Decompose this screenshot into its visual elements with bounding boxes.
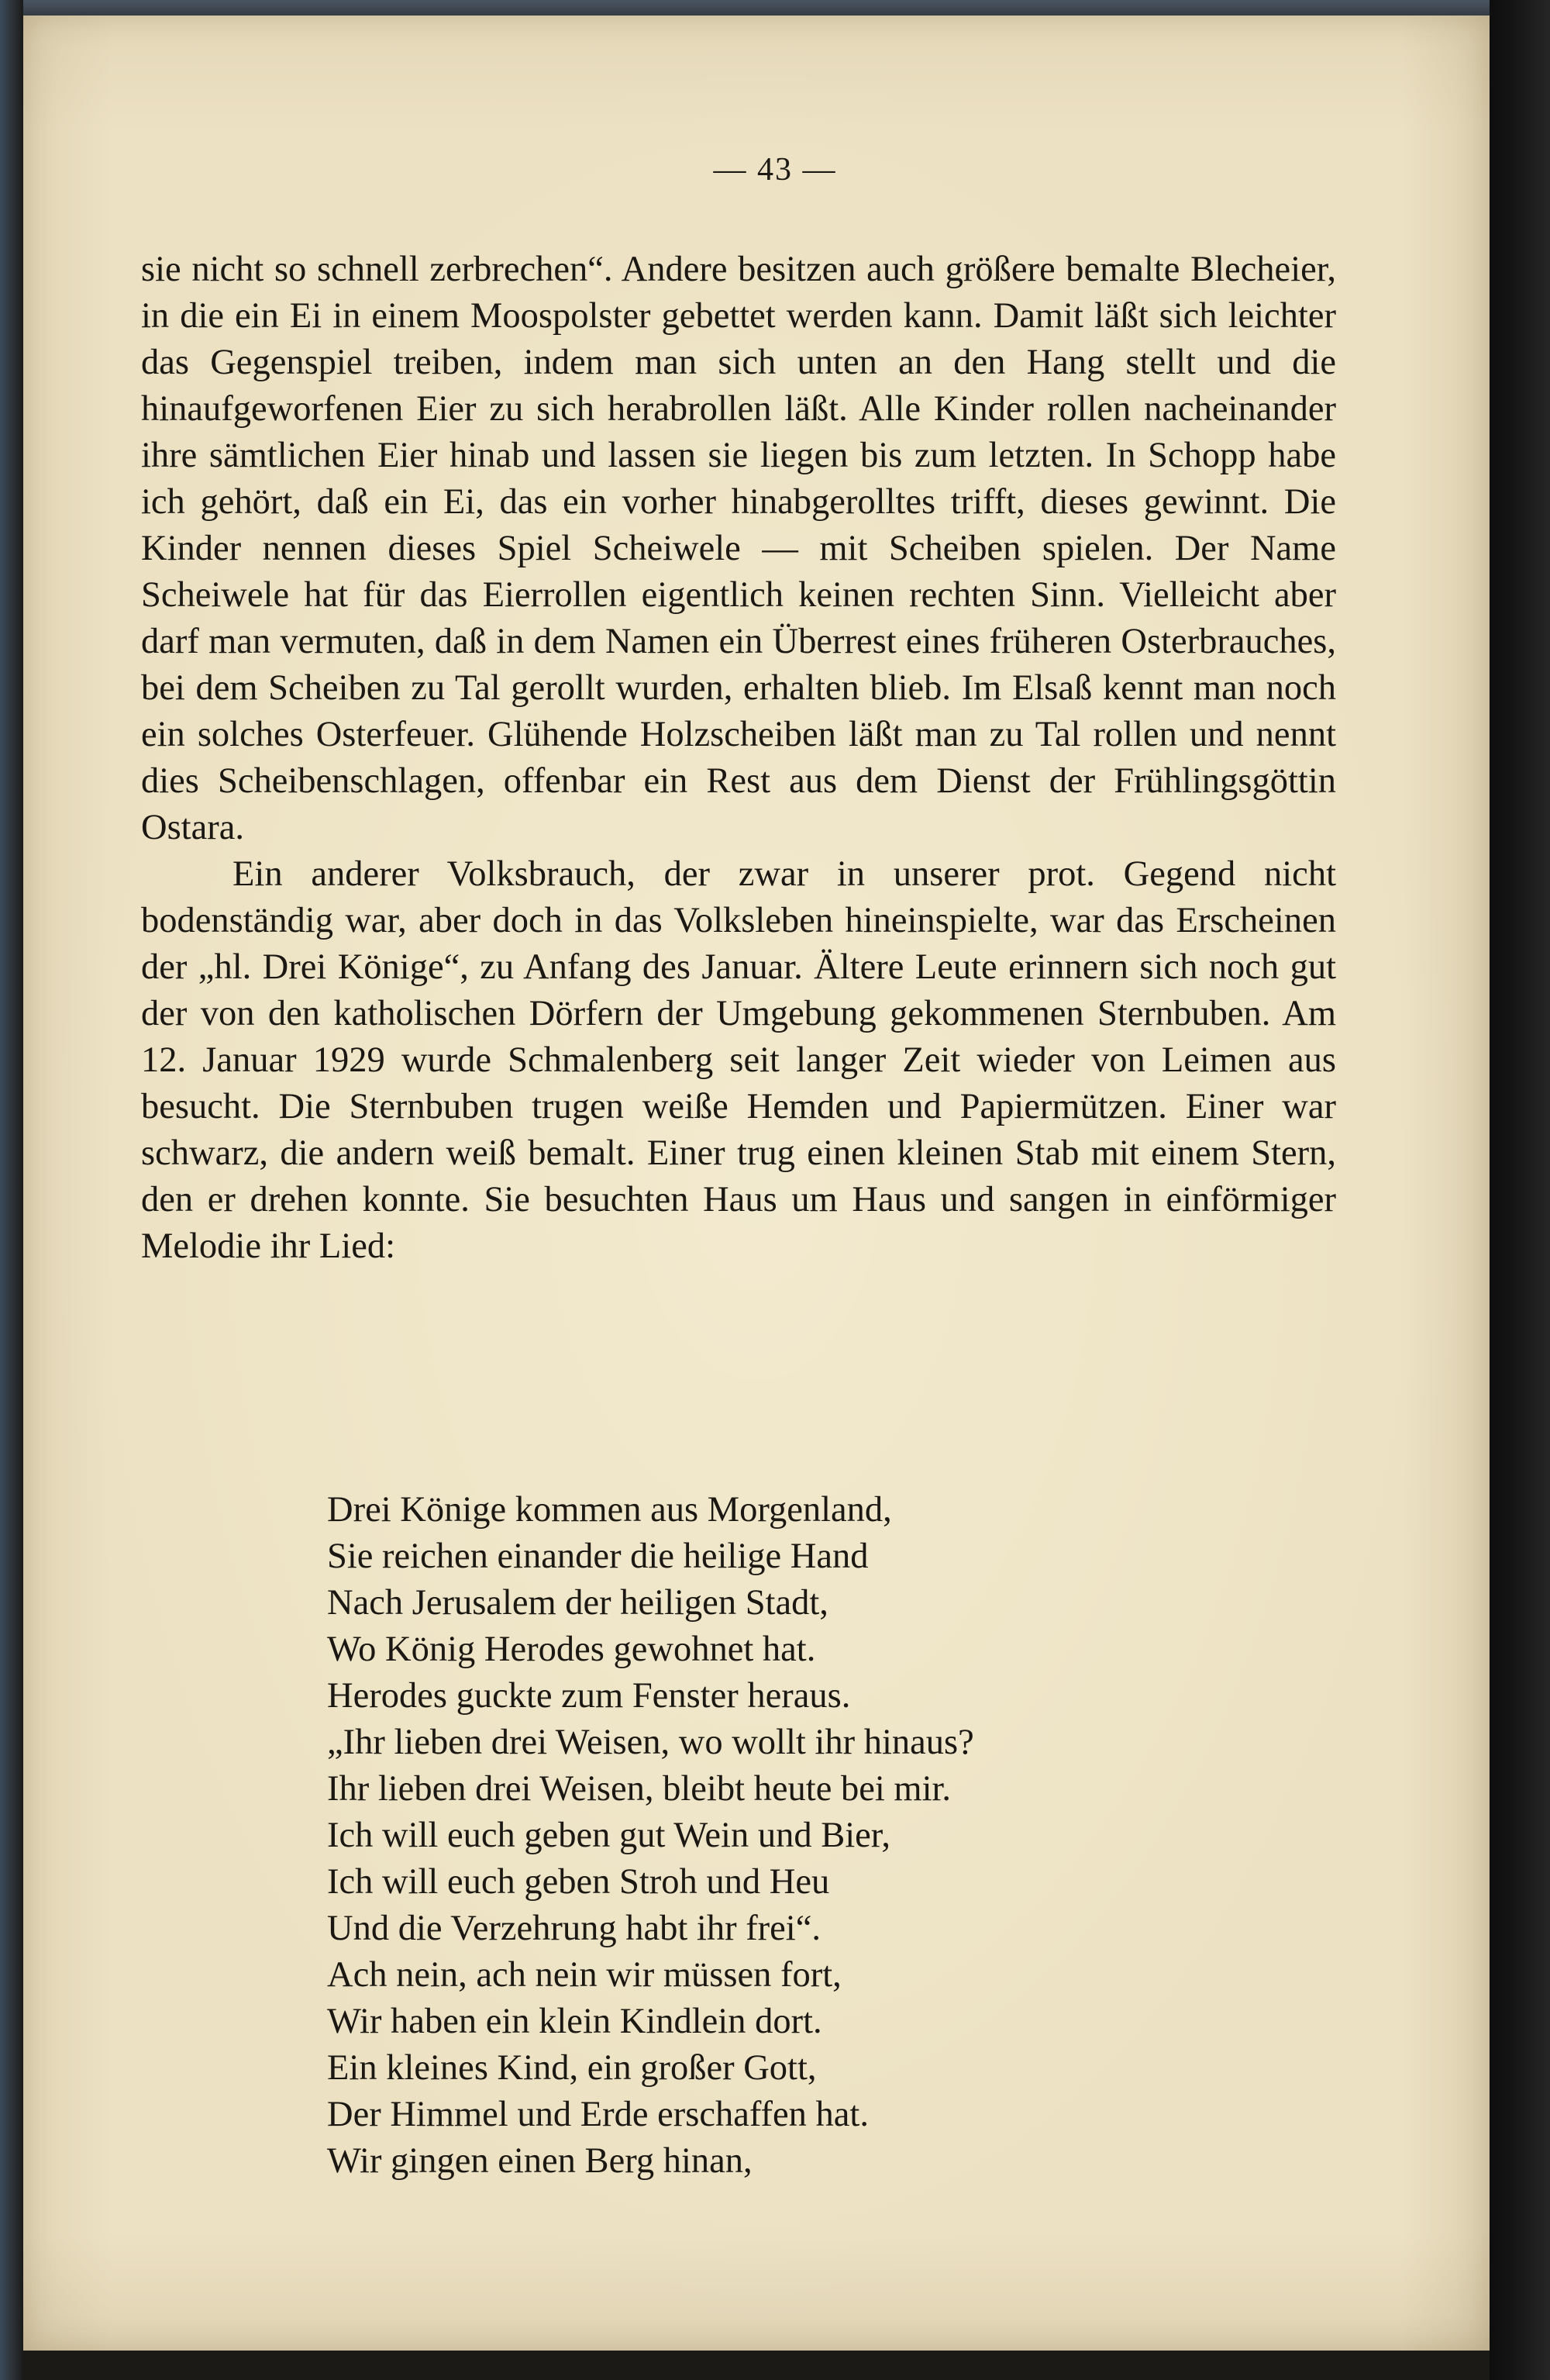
book-top-edge (0, 0, 1550, 17)
song-verses (327, 1487, 1257, 2185)
poem-line: Sie reichen einander die heilige Hand (327, 1537, 869, 1576)
poem-line: Nach Jerusalem der heiligen Stadt, (327, 1583, 828, 1623)
poem-line: Ach nein, ach nein wir müssen fort, (327, 1955, 842, 1995)
paragraph-egg-rolling: sie nicht so schnell zerbrechen“. Andere besitzen auch größere bemalte Blecheier, in die ein Ei in einem Moospolster gebettet werden kann. Damit läßt sich leichter das Gegenspiel treiben, indem man sich unten an den Hang stellt und die hinaufgeworfenen Eier zu sich herabrollen läßt. Alle Kinder rollen nacheinander ihre sämtlichen Eier hinab und lassen sie liegen bis zum letzten. In Schopp habe ich gehört, daß ein Ei, das ein vorher hinabgerolltes trifft, dieses gewinnt. Die Kinder nennen dieses Spiel Scheiwele — mit Scheiben spielen. Der Name Scheiwele hat für das Eierrollen eigentlich keinen rechten Sinn. Vielleicht aber darf man vermuten, daß in dem Namen ein Überrest eines früheren Osterbrauches, bei dem Scheiben zu Tal gerollt wurden, erhalten blieb. Im Elsaß kennt man noch ein solches Osterfeuer. Glühende Holzscheiben läßt man zu Tal rollen und nennt dies Scheibenschlagen, offenbar ein Rest aus dem Dienst der Frühlingsgöttin Ostara. (141, 250, 1336, 847)
poem-line: „Ihr lieben drei Weisen, wo wollt ihr hinaus? (327, 1723, 974, 1762)
poem-line: Ihr lieben drei Weisen, bleibt heute bei mir. (327, 1769, 952, 1809)
page-number: — 43 — (713, 152, 837, 188)
poem-line: Und die Verzehrung habt ihr frei“. (327, 1909, 821, 1948)
poem-line: Wo König Herodes gewohnet hat. (327, 1630, 816, 1669)
poem-line: Der Himmel und Erde erschaffen hat. (327, 2095, 869, 2134)
book-spine-edge (1490, 0, 1550, 2380)
book-binding-edge (0, 0, 23, 2380)
poem-line: Drei Könige kommen aus Morgenland, (327, 1490, 892, 1530)
poem-line: Ich will euch geben gut Wein und Bier, (327, 1816, 891, 1855)
poem-line: Ich will euch geben Stroh und Heu (327, 1862, 830, 1902)
poem-line: Herodes guckte zum Fenster heraus. (327, 1676, 851, 1716)
poem-line: Wir gingen einen Berg hinan, (327, 2141, 753, 2181)
poem-line: Wir haben ein klein Kindlein dort. (327, 2002, 822, 2041)
paragraph-three-kings: Ein anderer Volksbrauch, der zwar in unserer prot. Gegend nicht bodenständig war, aber doch in das Volksleben hineinspielte, war das Erscheinen der „hl. Drei Könige“, zu Anfang des Januar. Ältere Leute erinnern sich noch gut der von den katholischen Dörfern der Umgebung gekommenen Sternbuben. Am 12. Januar 1929 wurde Schmalenberg seit langer Zeit wieder von Leimen aus besucht. Die Sternbuben trugen weiße Hemden und Papiermützen. Einer war schwarz, die andern weiß bemalt. Einer trug einen kleinen Stab mit einem Stern, den er drehen konnte. Sie besuchten Haus um Haus und sangen in einförmiger Melodie ihr Lied: (141, 854, 1336, 1266)
poem-line: Ein kleines Kind, ein großer Gott, (327, 2048, 817, 2088)
body-text (141, 247, 1336, 1270)
